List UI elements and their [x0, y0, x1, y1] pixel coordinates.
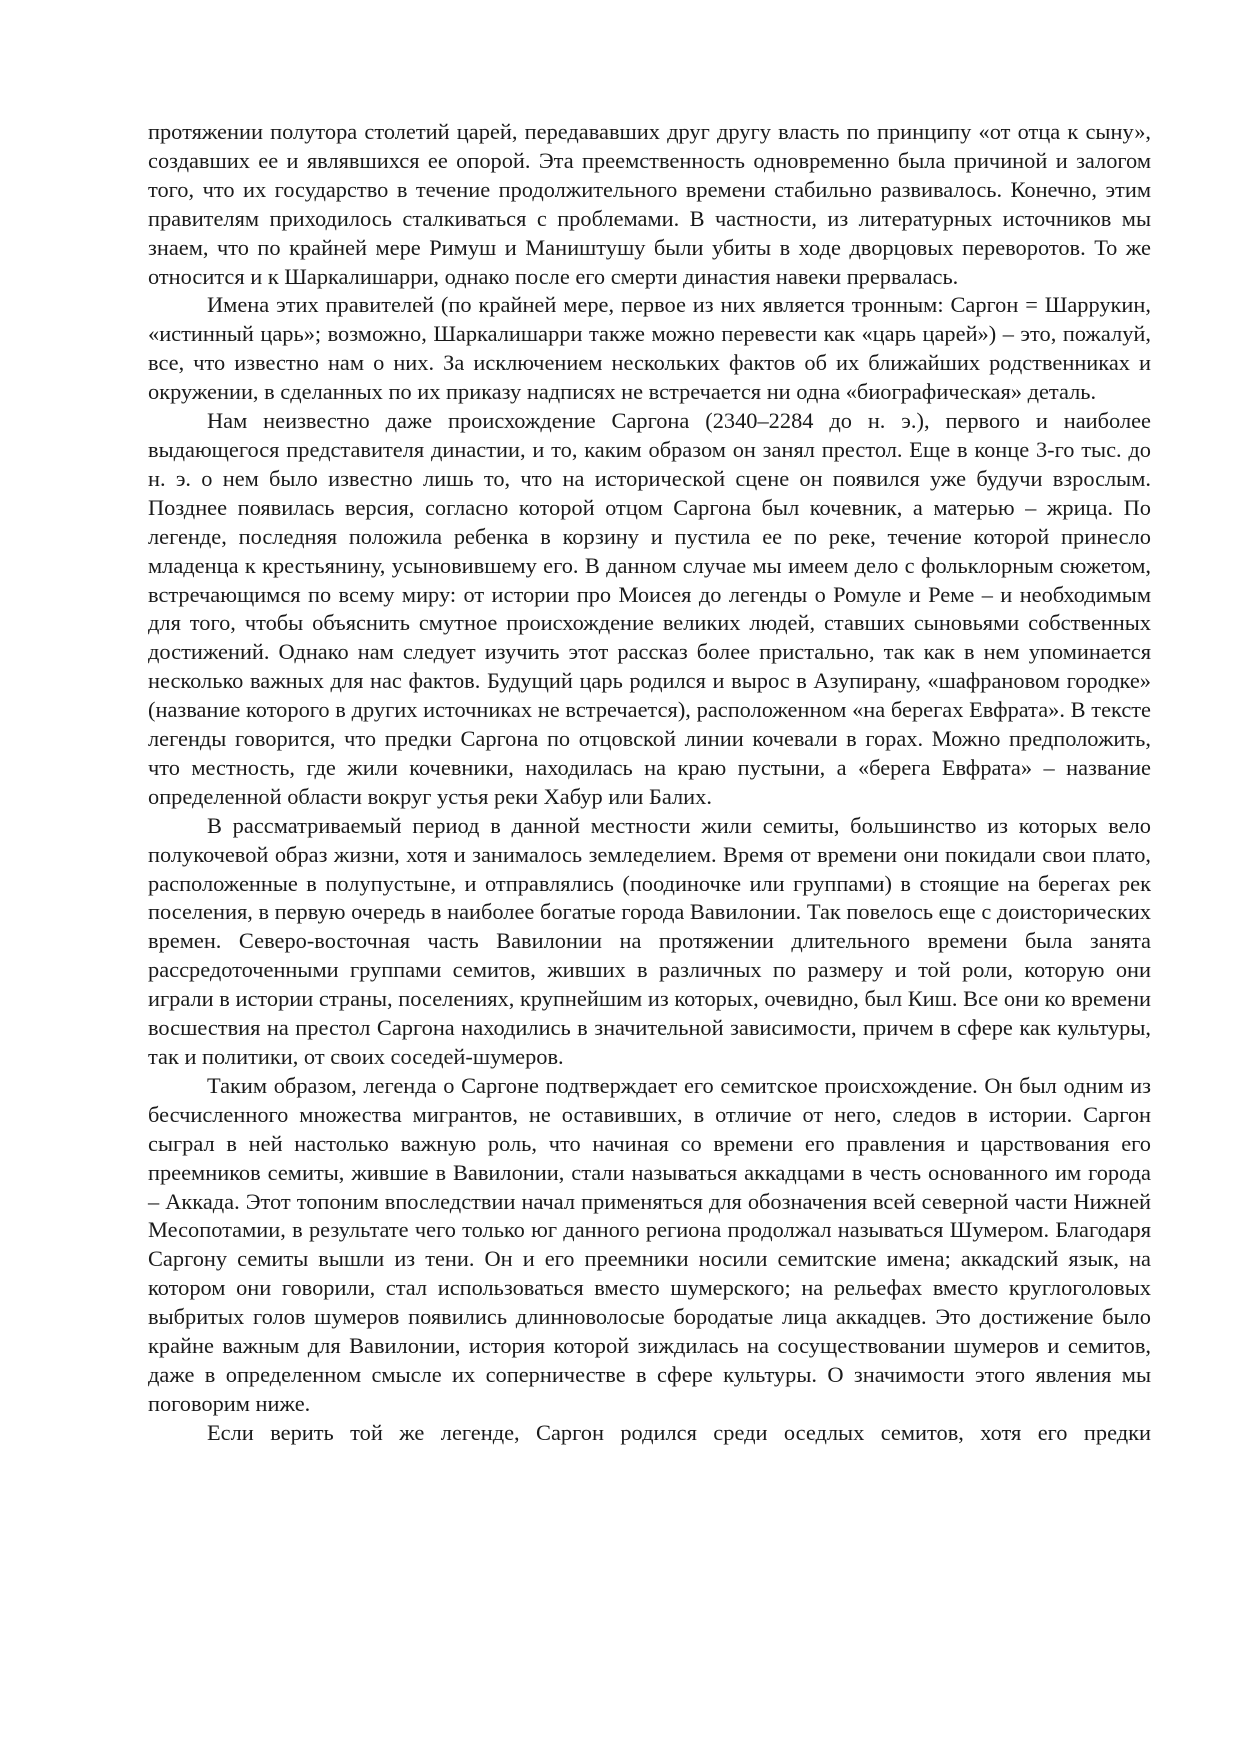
- paragraph: В рассматриваемый период в данной местности жили семиты, большинство из которых вело полукочевой образ жизни, хотя и занималось земледелием. Время от времени они покидали свои плато, расположенные в полупустыне, и отправлялись (поодиночке или группами) в стоящие на берегах рек поселения, в первую очередь в наиболее богатые города Вавилонии. Так повелось еще с доисторических времен. Северо-восточная часть Вавилонии на протяжении длительного времени была занята рассредоточенными группами семитов, живших в различных по размеру и той роли, которую они играли в истории страны, поселениях, крупнейшим из которых, очевидно, был Киш. Все они ко времени восшествия на престол Саргона находились в значительной зависимости, причем в сфере как культуры, так и политики, от своих соседей-шумеров.: [148, 812, 1151, 1069]
- paragraph: Нам неизвестно даже происхождение Саргона (2340–2284 до н. э.), первого и наиболее выдающегося представителя династии, и то, каким образом он занял престол. Еще в конце 3-го тыс. до н. э. о нем было известно лишь то, что на исторической сцене он появился уже будучи взрослым. Позднее появилась версия, согласно которой отцом Саргона был кочевник, а матерью – жрица. По легенде, последняя положила ребенка в корзину и пустила ее по реке, течение которой принесло младенца к крестьянину, усыновившему его. В данном случае мы имеем дело с фольклорным сюжетом, встречающимся по всему миру: от истории про Моисея до легенды о Ромуле и Реме – и необходимым для того, чтобы объяснить смутное происхождение великих людей, ставших сыновьями собственных достижений. Однако нам следует изучить этот рассказ более пристально, так как в нем упоминается несколько важных для нас фактов. Будущий царь родился и вырос в Азупирану, «шафрановом городке» (название которого в других источниках не встречается), расположенном «на берегах Евфрата». В тексте легенды говорится, что предки Саргона по отцовской линии кочевали в горах. Можно предположить, что местность, где жили кочевники, находилась на краю пустыни, а «берега Евфрата» – название определенной области вокруг устья реки Хабур или Балих.: [148, 408, 1151, 809]
- paragraph: Если верить той же легенде, Саргон родился среди оседлых семитов, хотя его предки: [207, 1419, 1151, 1445]
- paragraph: протяжении полутора столетий царей, передававших друг другу власть по принципу «от отца к сыну», создавших ее и являвшихся ее опорой. Эта преемственность одновременно была причиной и залогом того, что их государство в течение продолжительного времени стабильно развивалось. Конечно, этим правителям приходилось сталкиваться с проблемами. В частности, из литературных источников мы знаем, что по крайней мере Римуш и Маништушу были убиты в ходе дворцовых переворотов. То же относится и к Шаркалишарри, однако после его смерти династия навеки прервалась.: [148, 119, 1151, 289]
- paragraph: Таким образом, легенда о Саргоне подтверждает его семитское происхождение. Он был одним из бесчисленного множества мигрантов, не оставивших, в отличие от него, следов в истории. Саргон сыграл в ней настолько важную роль, что начиная со времени его правления и царствования его преемников семиты, жившие в Вавилонии, стали называться аккадцами в честь основанного им города – Аккада. Этот топоним впоследствии начал применяться для обозначения всей северной части Нижней Месопотамии, в результате чего только юг данного региона продолжал называться Шумером. Благодаря Саргону семиты вышли из тени. Он и его преемники носили семитские имена; аккадский язык, на котором они говорили, стал использоваться вместо шумерского; на рельефах вместо круглоголовых выбритых голов шумеров появились длинноволосые бородатые лица аккадцев. Это достижение было крайне важным для Вавилонии, история которой зиждилась на сосуществовании шумеров и семитов, даже в определенном смысле их соперничестве в сфере культуры. О значимости этого явления мы поговорим ниже.: [148, 1072, 1151, 1416]
- paragraph: Имена этих правителей (по крайней мере, первое из них является тронным: Саргон = Шаррукин, «истинный царь»; возможно, Шаркалишарри также можно перевести как «царь царей») – это, пожалуй, все, что известно нам о них. За исключением нескольких фактов об их ближайших родственниках и окружении, в сделанных по их приказу надписях не встречается ни одна «биографическая» деталь.: [148, 292, 1151, 405]
- document-page: [148, 118, 1151, 1448]
